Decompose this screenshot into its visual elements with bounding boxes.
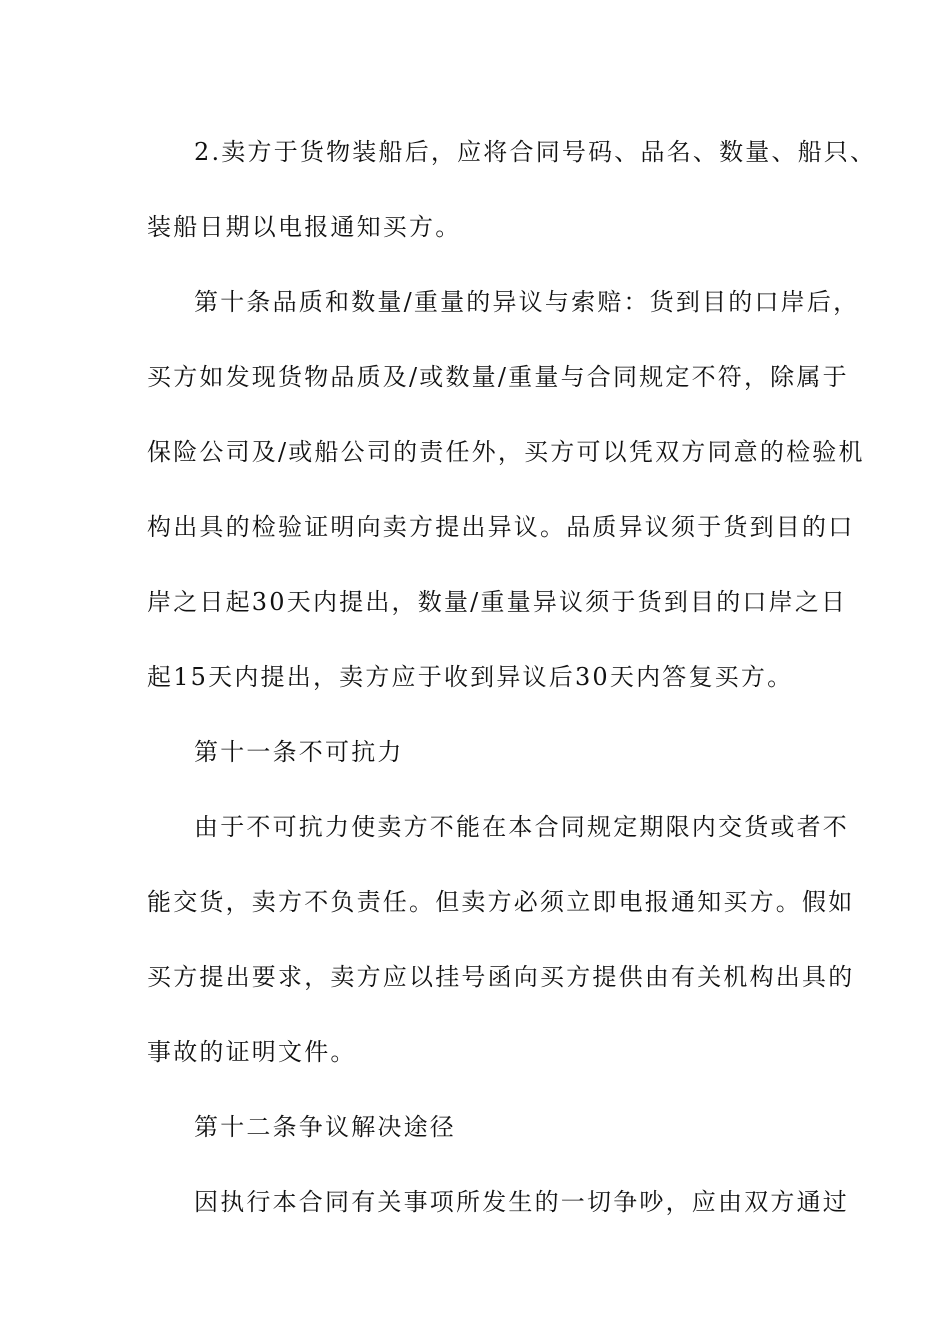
- paragraph-line: 由于不可抗力使卖方不能在本合同规定期限内交货或者不: [194, 813, 849, 841]
- paragraph-line: 构出具的检验证明向卖方提出异议。品质异议须于货到目的口: [147, 513, 855, 541]
- paragraph-line: 起15天内提出，卖方应于收到异议后30天内答复买方。: [147, 663, 794, 691]
- clause-heading-line: 第十条品质和数量/重量的异议与索赔：货到目的口岸后，: [194, 288, 860, 316]
- paragraph-line: 买方提出要求，卖方应以挂号函向买方提供由有关机构出具的: [147, 963, 855, 991]
- paragraph-line: 能交货，卖方不负责任。但卖方必须立即电报通知买方。假如: [147, 888, 855, 916]
- paragraph-line: 买方如发现货物品质及/或数量/重量与合同规定不符，除属于: [147, 363, 849, 391]
- paragraph-line: 装船日期以电报通知买方。: [147, 213, 462, 241]
- clause-heading: 第十二条争议解决途径: [194, 1113, 456, 1141]
- paragraph-line: 事故的证明文件。: [147, 1038, 357, 1066]
- paragraph-line: 2.卖方于货物装船后，应将合同号码、品名、数量、船只、: [194, 138, 877, 166]
- paragraph-line: 因执行本合同有关事项所发生的一切争吵，应由双方通过: [194, 1188, 849, 1216]
- paragraph-line: 保险公司及/或船公司的责任外，买方可以凭双方同意的检验机: [147, 438, 865, 466]
- paragraph-line: 岸之日起30天内提出，数量/重量异议须于货到目的口岸之日: [147, 588, 848, 616]
- clause-heading: 第十一条不可抗力: [194, 738, 404, 766]
